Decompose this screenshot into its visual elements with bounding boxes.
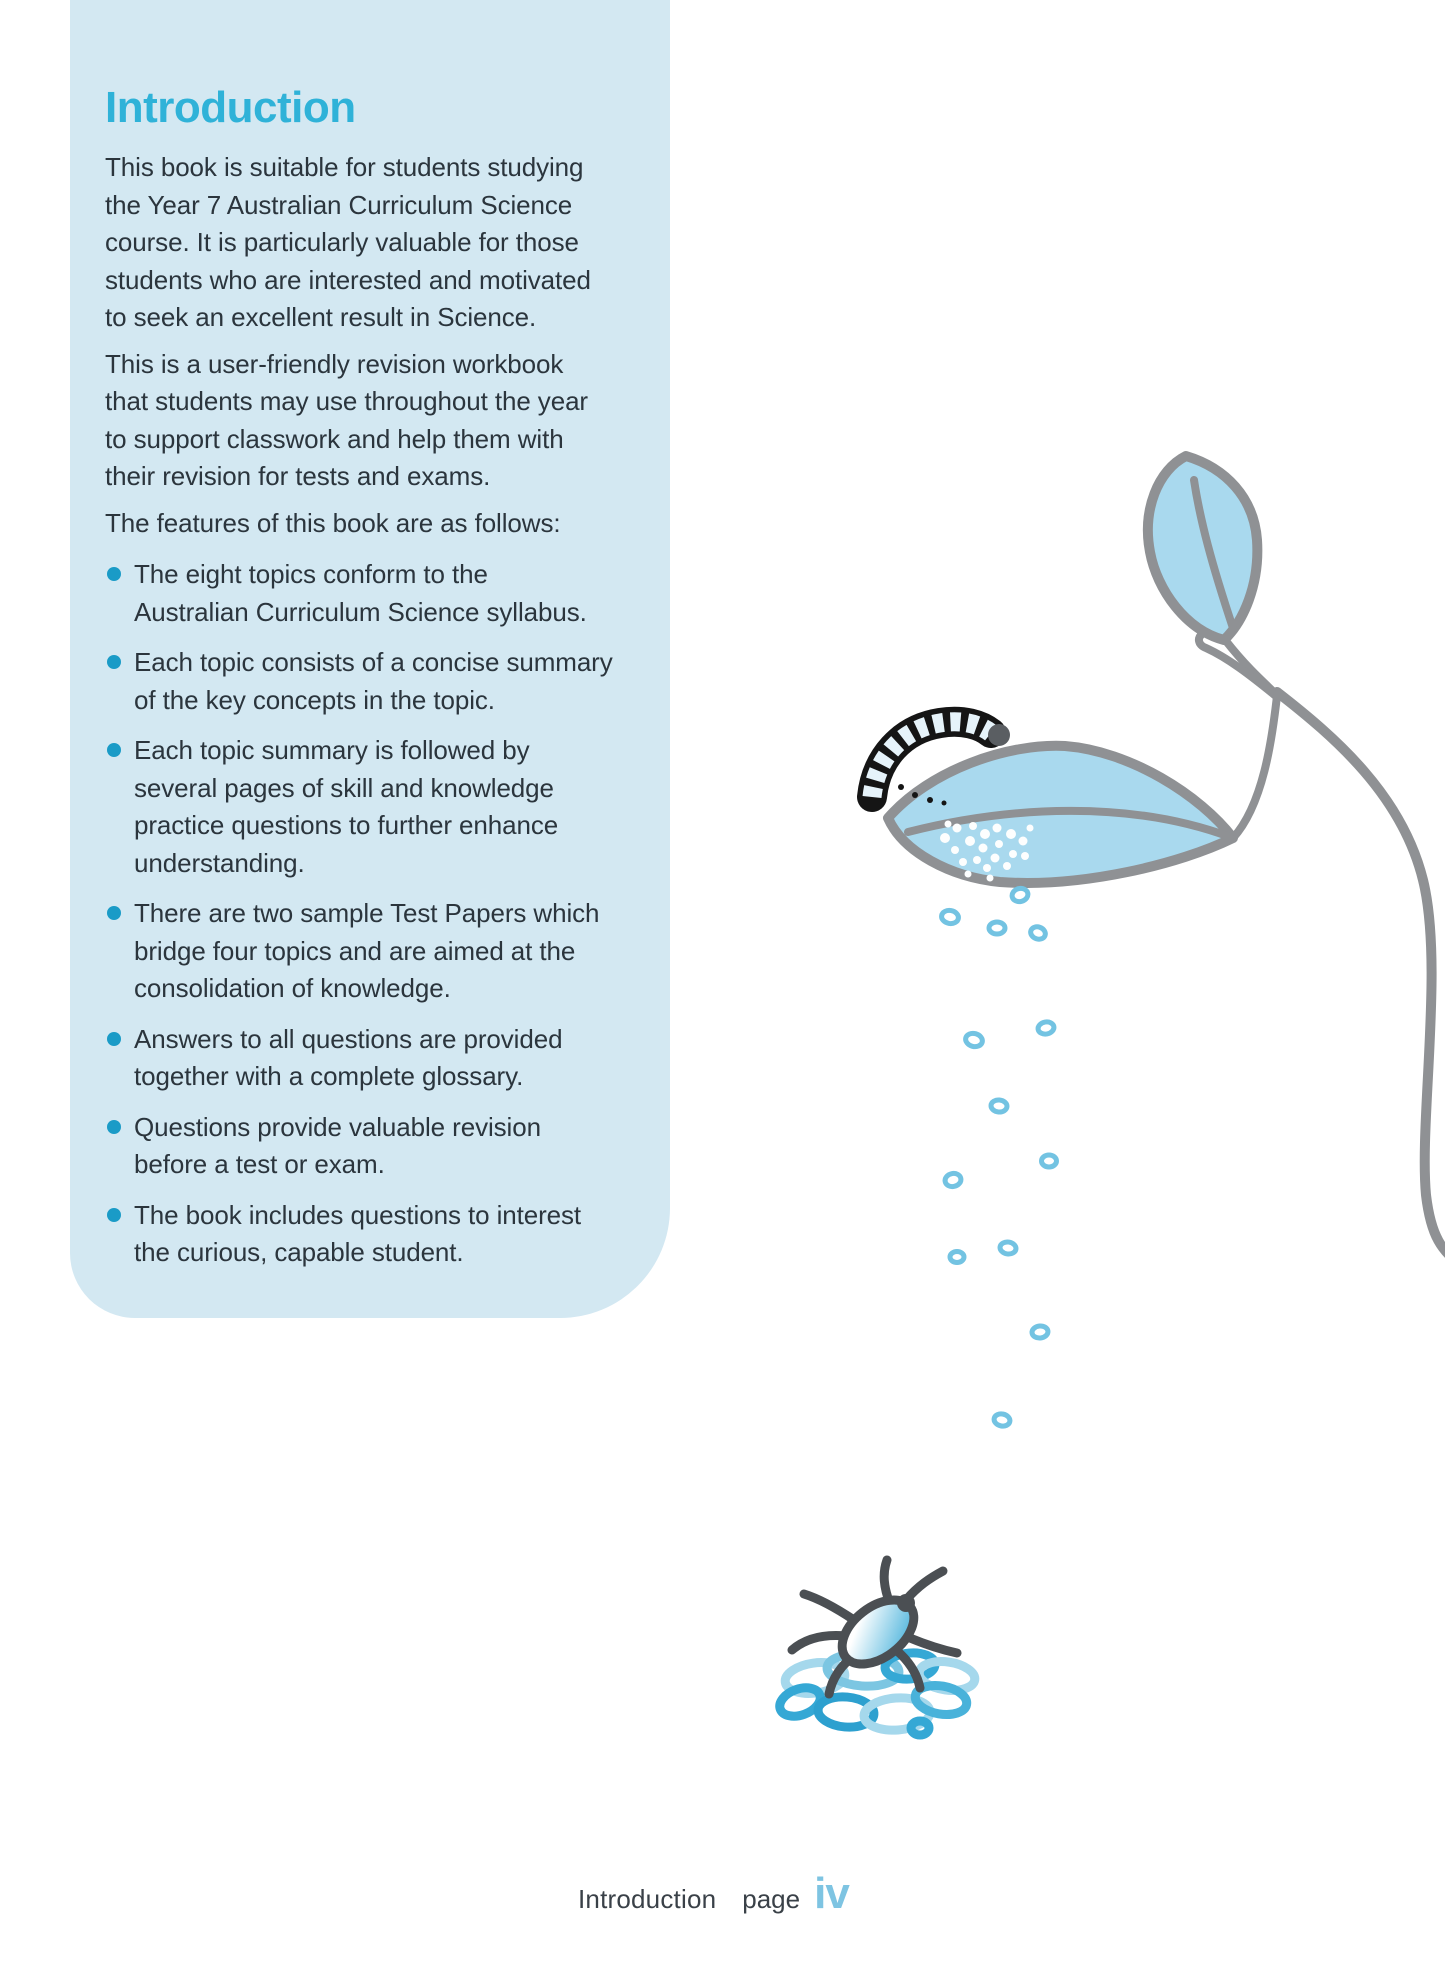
bullet-dot-icon <box>107 655 121 669</box>
bullet-text: There are two sample Test Papers which bridge four topics and are aimed at the consolidation of knowledge. <box>134 898 600 1004</box>
footer-page-label: page <box>742 1884 801 1914</box>
paragraph: The features of this book are as follows: <box>105 507 561 538</box>
footer-page-number: iv <box>814 1869 849 1918</box>
footer-section-label: Introduction <box>578 1884 717 1914</box>
feature-bullet-list <box>105 556 670 1272</box>
page-footer <box>578 1869 849 1918</box>
bullet-text: Each topic summary is followed by several pages of skill and knowledge practice questions to further enhance understanding. <box>134 735 559 878</box>
bullet-dot-icon <box>107 906 121 920</box>
paragraph: This book is suitable for students studying the Year 7 Australian Curriculum Science course. It is particularly valuable for those students who are interested and motivated to seek an excellent result in Science. <box>105 152 591 333</box>
lower-leaf <box>888 746 1233 883</box>
bullet-item <box>105 556 670 631</box>
page-title: Introduction <box>105 83 356 132</box>
stem <box>1199 633 1445 1266</box>
bullet-text: Answers to all questions are provided together with a complete glossary. <box>134 1023 563 1092</box>
bullet-item <box>105 1021 670 1096</box>
bullet-item <box>105 895 670 1008</box>
egg-cluster <box>940 821 1034 882</box>
bullet-item <box>105 732 670 882</box>
upper-leaf <box>1148 456 1257 640</box>
bullet-dot-icon <box>107 743 121 757</box>
falling-eggs <box>941 887 1057 1428</box>
bullet-text: Each topic consists of a concise summary of the key concepts in the topic. <box>134 647 613 715</box>
petal-rings <box>776 1651 977 1735</box>
bullet-text: The eight topics conform to the Australian Curriculum Science syllabus. <box>134 559 587 627</box>
bullet-dot-icon <box>107 567 121 581</box>
intro-panel <box>70 0 670 1318</box>
bullet-item <box>105 644 670 719</box>
bullet-item <box>105 1197 670 1272</box>
bullet-text: Questions provide valuable revision before a test or exam. <box>134 1111 541 1180</box>
beetle-icon <box>792 1560 957 1694</box>
bullet-item <box>105 1109 670 1184</box>
bullet-dot-icon <box>107 1120 121 1134</box>
bullet-text: The book includes questions to interest the curious, capable student. <box>134 1199 582 1268</box>
paragraph: This is a user-friendly revision workbook that students may use throughout the year to support classwork and help them with their revision for tests and exams. <box>105 348 588 492</box>
bullet-dot-icon <box>107 1208 121 1222</box>
bullet-dot-icon <box>107 1032 121 1046</box>
caterpillar-icon <box>872 722 1010 806</box>
intro-paragraphs <box>105 149 670 542</box>
